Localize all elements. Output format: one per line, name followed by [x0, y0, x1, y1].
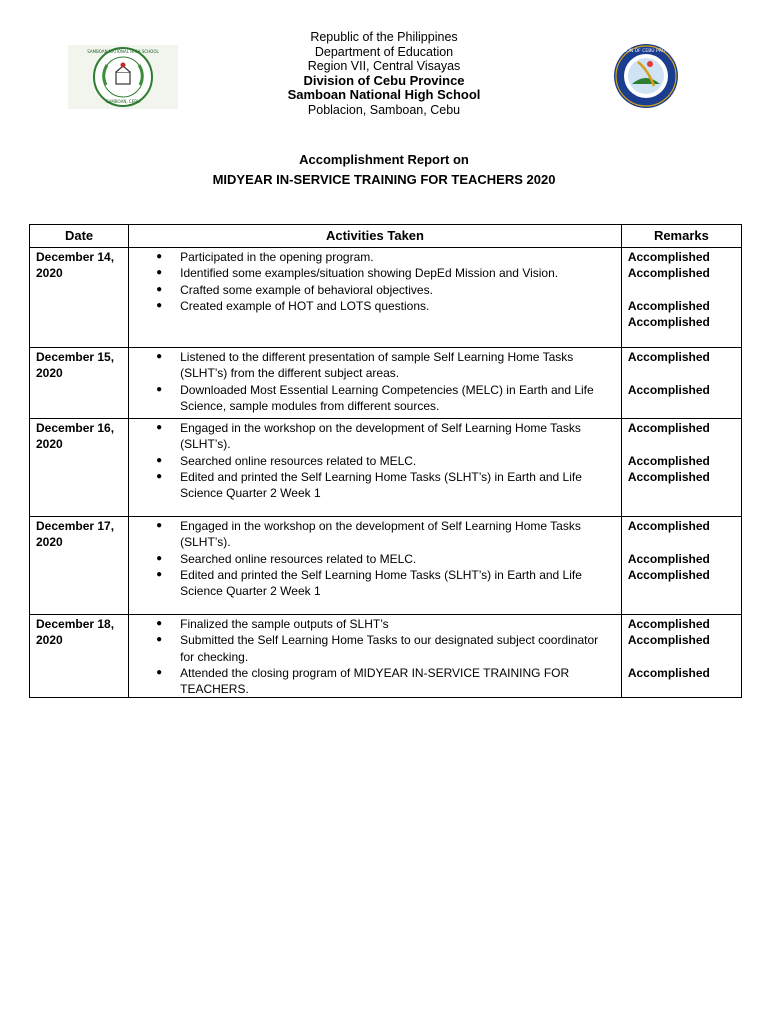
bullet-icon: ● — [156, 283, 163, 295]
row-date: December 14, 2020 — [30, 248, 129, 348]
bullet-icon: ● — [156, 351, 163, 362]
bullet-icon: ● — [156, 299, 163, 311]
report-title — [0, 150, 768, 190]
row-date: December 17, 2020 — [30, 517, 129, 615]
letterhead — [0, 30, 768, 118]
activity-text: Participated in the opening program. — [180, 250, 374, 264]
activity-text: Finalized the sample outputs of SLHT’s — [180, 617, 389, 631]
bullet-icon: ● — [156, 383, 163, 395]
activity-list — [129, 615, 613, 697]
activity-list — [129, 419, 613, 501]
remark-text — [628, 534, 735, 550]
row-date: December 18, 2020 — [30, 615, 129, 698]
row-activities — [129, 615, 622, 698]
activity-text: Searched online resources related to MELC. — [180, 453, 417, 468]
svg-text:SAMBOAN, CEBU: SAMBOAN, CEBU — [106, 99, 140, 104]
remark-text: Accomplished — [627, 633, 710, 648]
header-activities: Activities Taken — [129, 225, 622, 248]
activity-text: Searched online resources related to MELC. — [180, 551, 417, 566]
table-row — [30, 248, 742, 348]
list-item — [129, 265, 613, 281]
header-remarks: Remarks — [621, 225, 741, 248]
bullet-icon: ● — [156, 470, 163, 482]
activity-text: Attended the closing program of MIDYEAR IN-SERVICE TRAINING FOR TEACHERS. — [180, 665, 570, 697]
remark-text: Accomplished — [627, 567, 710, 582]
header-address: Poblacion, Samboan, Cebu — [307, 102, 461, 117]
list-item — [129, 420, 613, 453]
table-row — [30, 517, 742, 615]
bullet-icon: ● — [156, 618, 163, 629]
remark-text — [628, 282, 735, 298]
accomplishment-table — [29, 224, 742, 698]
header-division: Division of Cebu Province — [303, 72, 465, 88]
remark-text: Accomplished — [627, 469, 710, 484]
table-header-row — [30, 225, 742, 248]
remark-text: Accomplished — [627, 551, 710, 566]
remark-text: Accomplished — [627, 617, 710, 631]
row-date: December 16, 2020 — [30, 419, 129, 517]
list-item — [129, 518, 613, 551]
row-date: December 15, 2020 — [30, 348, 129, 419]
bullet-icon: ● — [156, 552, 163, 564]
list-item — [129, 249, 613, 265]
row-remarks — [621, 348, 741, 419]
title-line-2: MIDYEAR IN-SERVICE TRAINING FOR TEACHERS 2020 — [212, 172, 556, 187]
title-line-1: Accomplishment Report on — [299, 152, 469, 167]
bullet-icon: ● — [156, 568, 163, 580]
list-item — [129, 632, 613, 665]
remark-text: Accomplished — [627, 421, 710, 435]
activity-text: Submitted the Self Learning Home Tasks to our designated subject coordinator for checking. — [180, 633, 599, 664]
list-item — [129, 567, 613, 600]
remark-text: Accomplished — [627, 315, 710, 330]
remark-text: Accomplished — [627, 298, 710, 313]
activity-list — [129, 248, 613, 314]
activity-text: Edited and printed the Self Learning Home Tasks (SLHT’s) in Earth and Life Science Quarter 2 Week 1 — [180, 469, 582, 501]
list-item — [129, 349, 613, 382]
bullet-icon: ● — [156, 422, 163, 433]
activity-text: Created example of HOT and LOTS questions. — [180, 298, 430, 313]
table-row — [30, 419, 742, 517]
activity-text: Downloaded Most Essential Learning Competencies (MELC) in Earth and Life Science, sample modules from different sources. — [180, 382, 594, 413]
header-date: Date — [30, 225, 129, 248]
activity-text: Engaged in the workshop on the development of Self Learning Home Tasks (SLHT’s). — [180, 421, 581, 452]
activity-text: Listened to the different presentation of sample Self Learning Home Tasks (SLHT’s) from the different subject areas. — [180, 350, 574, 381]
list-item — [129, 551, 613, 567]
row-activities — [129, 248, 622, 348]
list-item — [129, 282, 613, 298]
table-row — [30, 348, 742, 419]
list-item — [129, 382, 613, 415]
remark-text — [628, 649, 735, 665]
row-remarks — [621, 615, 741, 698]
bullet-icon: ● — [156, 634, 163, 646]
row-remarks — [621, 517, 741, 615]
list-item — [129, 298, 613, 314]
row-remarks — [621, 419, 741, 517]
bullet-icon: ● — [156, 454, 163, 466]
row-activities — [129, 348, 622, 419]
remark-text — [628, 436, 735, 452]
header-republic: Republic of the Philippines — [310, 30, 458, 44]
bullet-icon: ● — [156, 666, 163, 678]
svg-text:DIVISION OF CEBU PROVINCE: DIVISION OF CEBU PROVINCE — [612, 49, 680, 54]
table-row — [30, 615, 742, 698]
activity-text: Engaged in the workshop on the development of Self Learning Home Tasks (SLHT’s). — [180, 519, 581, 550]
remark-text: Accomplished — [627, 266, 710, 281]
activity-text: Crafted some example of behavioral objectives. — [180, 282, 433, 297]
activity-list — [129, 517, 613, 599]
svg-text:SAMBOAN NATIONAL HIGH SCHOOL: SAMBOAN NATIONAL HIGH SCHOOL — [87, 49, 159, 54]
bullet-icon: ● — [156, 520, 163, 531]
row-remarks — [621, 248, 741, 348]
remark-text: Accomplished — [627, 453, 710, 468]
row-activities — [129, 419, 622, 517]
list-item — [129, 453, 613, 469]
activity-text: Edited and printed the Self Learning Home Tasks (SLHT’s) in Earth and Life Science Quarter 2 Week 1 — [180, 567, 582, 599]
header-school: Samboan National High School — [287, 87, 481, 103]
remark-text: Accomplished — [627, 519, 710, 533]
remark-text: Accomplished — [627, 350, 710, 364]
activity-list — [129, 348, 613, 414]
list-item — [129, 469, 613, 502]
remark-text: Accomplished — [627, 382, 710, 397]
bullet-icon: ● — [156, 267, 163, 279]
remark-text: Accomplished — [627, 665, 710, 680]
bullet-icon: ● — [156, 251, 163, 262]
list-item — [129, 616, 613, 632]
remark-text: Accomplished — [627, 250, 710, 264]
remark-text — [628, 365, 735, 381]
header-region: Region VII, Central Visayas — [307, 59, 461, 74]
header-department: Department of Education — [314, 44, 454, 59]
activity-text: Identified some examples/situation showing DepEd Mission and Vision. — [180, 266, 559, 281]
row-activities — [129, 517, 622, 615]
list-item — [129, 665, 613, 698]
